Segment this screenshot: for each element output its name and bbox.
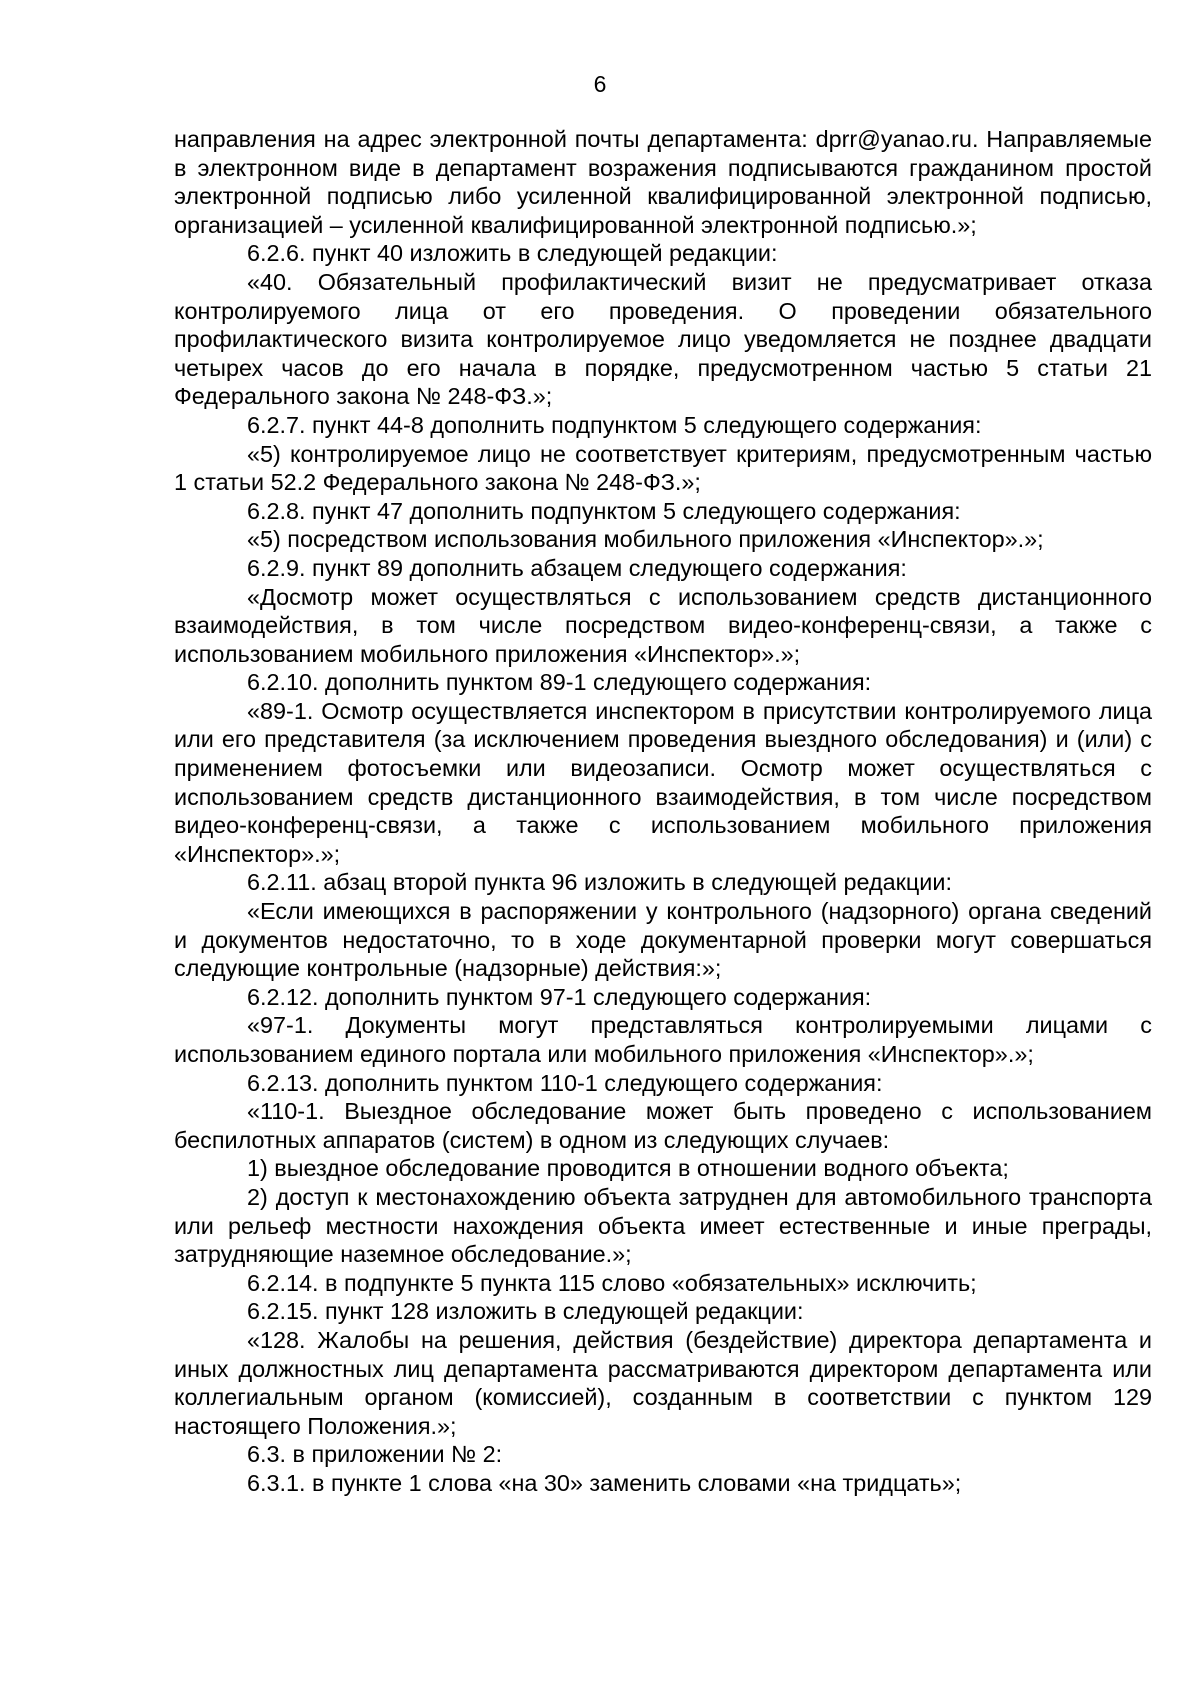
paragraph: 6.2.10. дополнить пунктом 89-1 следующего содержания:: [247, 669, 872, 696]
paragraph: «5) посредством использования мобильного приложения «Инспектор».»;: [247, 526, 1044, 553]
paragraph: 6.2.11. абзац второй пункта 96 изложить в следующей редакции:: [247, 869, 952, 896]
document-body: [174, 125, 1152, 1498]
paragraph: «89-1. Осмотр осуществляется инспектором в присутствии контролируемого лица или его представителя (за исключением проведения выездного обследования) и (или) с применением фотосъемки или видеозаписи. Осмотр может осуществляться с использованием средств дистанционного взаимодействия, в том числе посредством видео-конференц-связи, а также с использованием мобильного приложения «Инспектор».»;: [174, 697, 1152, 867]
paragraph: «110-1. Выездное обследование может быть проведено с использованием беспилотных аппаратов (систем) в одном из следующих случаев:: [174, 1098, 1152, 1153]
paragraph: 6.2.6. пункт 40 изложить в следующей редакции:: [247, 240, 778, 267]
page-number: 6: [593, 71, 607, 97]
paragraph: «Досмотр может осуществляться с использованием средств дистанционного взаимодействия, в том числе посредством видео-конференц-связи, а также с использованием мобильного приложения «Инспектор».»;: [174, 583, 1152, 667]
paragraph: 6.2.15. пункт 128 изложить в следующей редакции:: [247, 1298, 804, 1325]
paragraph: 6.2.13. дополнить пунктом 110-1 следующего содержания:: [247, 1069, 883, 1096]
paragraph: «Если имеющихся в распоряжении у контрольного (надзорного) органа сведений и документов недостаточно, то в ходе документарной проверки могут совершаться следующие контрольные (надзорные) действия:»;: [174, 898, 1152, 982]
paragraph: 2) доступ к местонахождению объекта затруднен для автомобильного транспорта или рельеф местности нахождения объекта имеет естественные и иные преграды, затрудняющие наземное обследование.»;: [174, 1183, 1152, 1268]
paragraph: «40. Обязательный профилактический визит не предусматривает отказа контролируемого лица от его проведения. О проведении обязательного профилактического визита контролируемое лицо уведомляется не позднее двадцати четырех часов до его начала в порядке, предусмотренном частью 5 статьи 21 Федерального закона № 248-ФЗ.»;: [174, 268, 1152, 410]
paragraph: «5) контролируемое лицо не соответствует критериям, предусмотренным частью 1 статьи 52.2 Федерального закона № 248-ФЗ.»;: [174, 440, 1152, 496]
paragraph-continuation: направления на адрес электронной почты департамента: dprr@yanao.ru. Направляемые в электронном виде в департамент возражения подписываются гражданином простой электронной подписью либо усиленной квалифицированной электронной подписью, организацией – усиленной квалифицированной электронной подписью.»;: [174, 126, 1152, 238]
paragraph: 6.2.7. пункт 44-8 дополнить подпунктом 5 следующего содержания:: [247, 411, 982, 438]
paragraph: 6.2.9. пункт 89 дополнить абзацем следующего содержания:: [247, 554, 907, 581]
paragraph: 6.2.8. пункт 47 дополнить подпунктом 5 следующего содержания:: [247, 497, 961, 524]
paragraph: 6.3. в приложении № 2:: [247, 1441, 503, 1468]
paragraph: 6.2.12. дополнить пунктом 97-1 следующего содержания:: [247, 983, 872, 1010]
paragraph: «97-1. Документы могут представляться контролируемыми лицами с использованием единого портала или мобильного приложения «Инспектор».»;: [174, 1012, 1152, 1067]
paragraph: 1) выездное обследование проводится в отношении водного объекта;: [247, 1155, 1009, 1182]
paragraph: 6.3.1. в пункте 1 слова «на 30» заменить словами «на тридцать»;: [247, 1469, 962, 1496]
paragraph: «128. Жалобы на решения, действия (бездействие) директора департамента и иных должностных лиц департамента рассматриваются директором департамента или коллегиальным органом (комиссией), созданным в соответствии с пунктом 129 настоящего Положения.»;: [174, 1326, 1152, 1439]
paragraph: 6.2.14. в подпункте 5 пункта 115 слово «обязательных» исключить;: [247, 1269, 977, 1296]
